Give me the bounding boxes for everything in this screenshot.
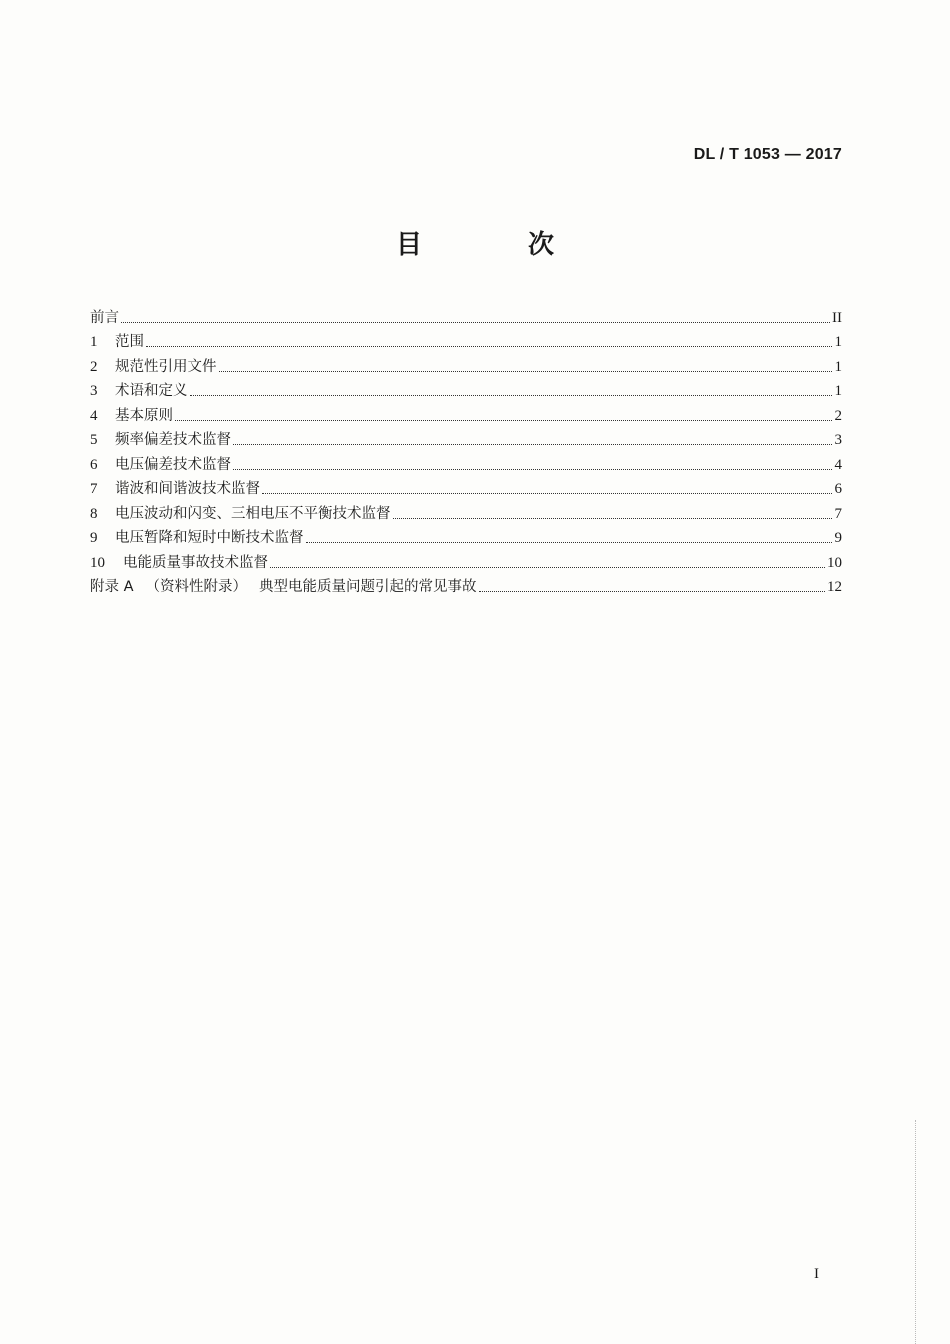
toc-entry-title: 基本原则 xyxy=(115,407,173,424)
toc-leader-dots xyxy=(262,493,832,494)
toc-entry-title: 范围 xyxy=(115,334,144,350)
toc-entry-number: 8 xyxy=(90,505,98,522)
standard-code: DL / T 1053 — 2017 xyxy=(693,146,842,163)
toc-leader-dots xyxy=(270,567,825,568)
toc-entry-1[interactable] xyxy=(90,327,842,352)
toc-leader-dots xyxy=(479,591,825,592)
toc-entry-3[interactable] xyxy=(90,376,842,401)
toc-entry-page: 4 xyxy=(834,456,842,473)
toc-entry-page: 1 xyxy=(834,358,842,375)
toc-entry-appendix-a[interactable] xyxy=(90,572,842,597)
toc-entry-number: 5 xyxy=(90,432,98,448)
page-number: I xyxy=(814,1266,819,1282)
toc-entry-page: 12 xyxy=(827,579,842,595)
toc-leader-dots xyxy=(219,371,833,372)
toc-leader-dots xyxy=(233,469,832,470)
toc-entry-page: 6 xyxy=(834,481,842,497)
toc-entry-title: 谐波和间谐波技术监督 xyxy=(115,481,260,497)
toc-entry-number: 2 xyxy=(90,358,98,375)
toc-entry-foreword[interactable] xyxy=(90,302,842,327)
toc-entry-7[interactable] xyxy=(90,474,842,499)
toc-entry-number: 3 xyxy=(90,383,98,399)
toc-entry-title: 电压偏差技术监督 xyxy=(115,456,231,473)
toc-entry-6[interactable] xyxy=(90,449,842,474)
toc-entry-page: 2 xyxy=(834,407,842,424)
toc-entry-4[interactable] xyxy=(90,400,842,425)
toc-entry-number: 7 xyxy=(90,481,98,497)
page-title: 目 次 xyxy=(395,230,594,260)
toc-leader-dots xyxy=(146,346,832,347)
toc-entry-number: 4 xyxy=(90,407,98,424)
toc-entry-page: 10 xyxy=(827,554,842,571)
toc-leader-dots xyxy=(190,395,833,396)
toc-entry-number: 10 xyxy=(90,554,105,571)
toc-entry-title: 前言 xyxy=(90,309,119,326)
toc-entry-9[interactable] xyxy=(90,523,842,548)
toc-leader-dots xyxy=(233,444,832,445)
toc-entry-appendix-type: （资料性附录） xyxy=(145,579,248,595)
toc-entry-title: 典型电能质量问题引起的常见事故 xyxy=(259,579,477,595)
toc-entry-8[interactable] xyxy=(90,498,842,523)
toc-leader-dots xyxy=(175,420,832,421)
toc-entry-title: 频率偏差技术监督 xyxy=(115,432,231,448)
toc-entry-10[interactable] xyxy=(90,547,842,572)
toc-entry-title: 规范性引用文件 xyxy=(115,358,217,375)
toc-entry-page: 1 xyxy=(834,334,842,350)
toc-entry-title: 电压暂降和短时中断技术监督 xyxy=(115,530,304,546)
toc-entry-title: 电压波动和闪变、三相电压不平衡技术监督 xyxy=(115,505,391,522)
toc-entry-number: 9 xyxy=(90,530,98,546)
toc-entry-page: 1 xyxy=(834,383,842,399)
toc-entry-page: 3 xyxy=(834,432,842,448)
toc-leader-dots xyxy=(306,542,833,543)
toc-entry-5[interactable] xyxy=(90,425,842,450)
toc-entry-title: 电能质量事故技术监督 xyxy=(123,554,268,571)
scan-edge-line xyxy=(915,1120,916,1344)
toc-leader-dots xyxy=(121,322,830,323)
toc-entry-number: 1 xyxy=(90,334,98,350)
toc-entry-page: 7 xyxy=(834,505,842,522)
toc-leader-dots xyxy=(393,518,833,519)
table-of-contents xyxy=(90,302,842,596)
toc-entry-number: 6 xyxy=(90,456,98,473)
toc-entry-page: II xyxy=(832,309,842,326)
toc-entry-title: 术语和定义 xyxy=(115,383,188,399)
toc-entry-2[interactable] xyxy=(90,351,842,376)
toc-entry-page: 9 xyxy=(834,530,842,546)
toc-entry-number: 附录 A xyxy=(90,579,134,595)
